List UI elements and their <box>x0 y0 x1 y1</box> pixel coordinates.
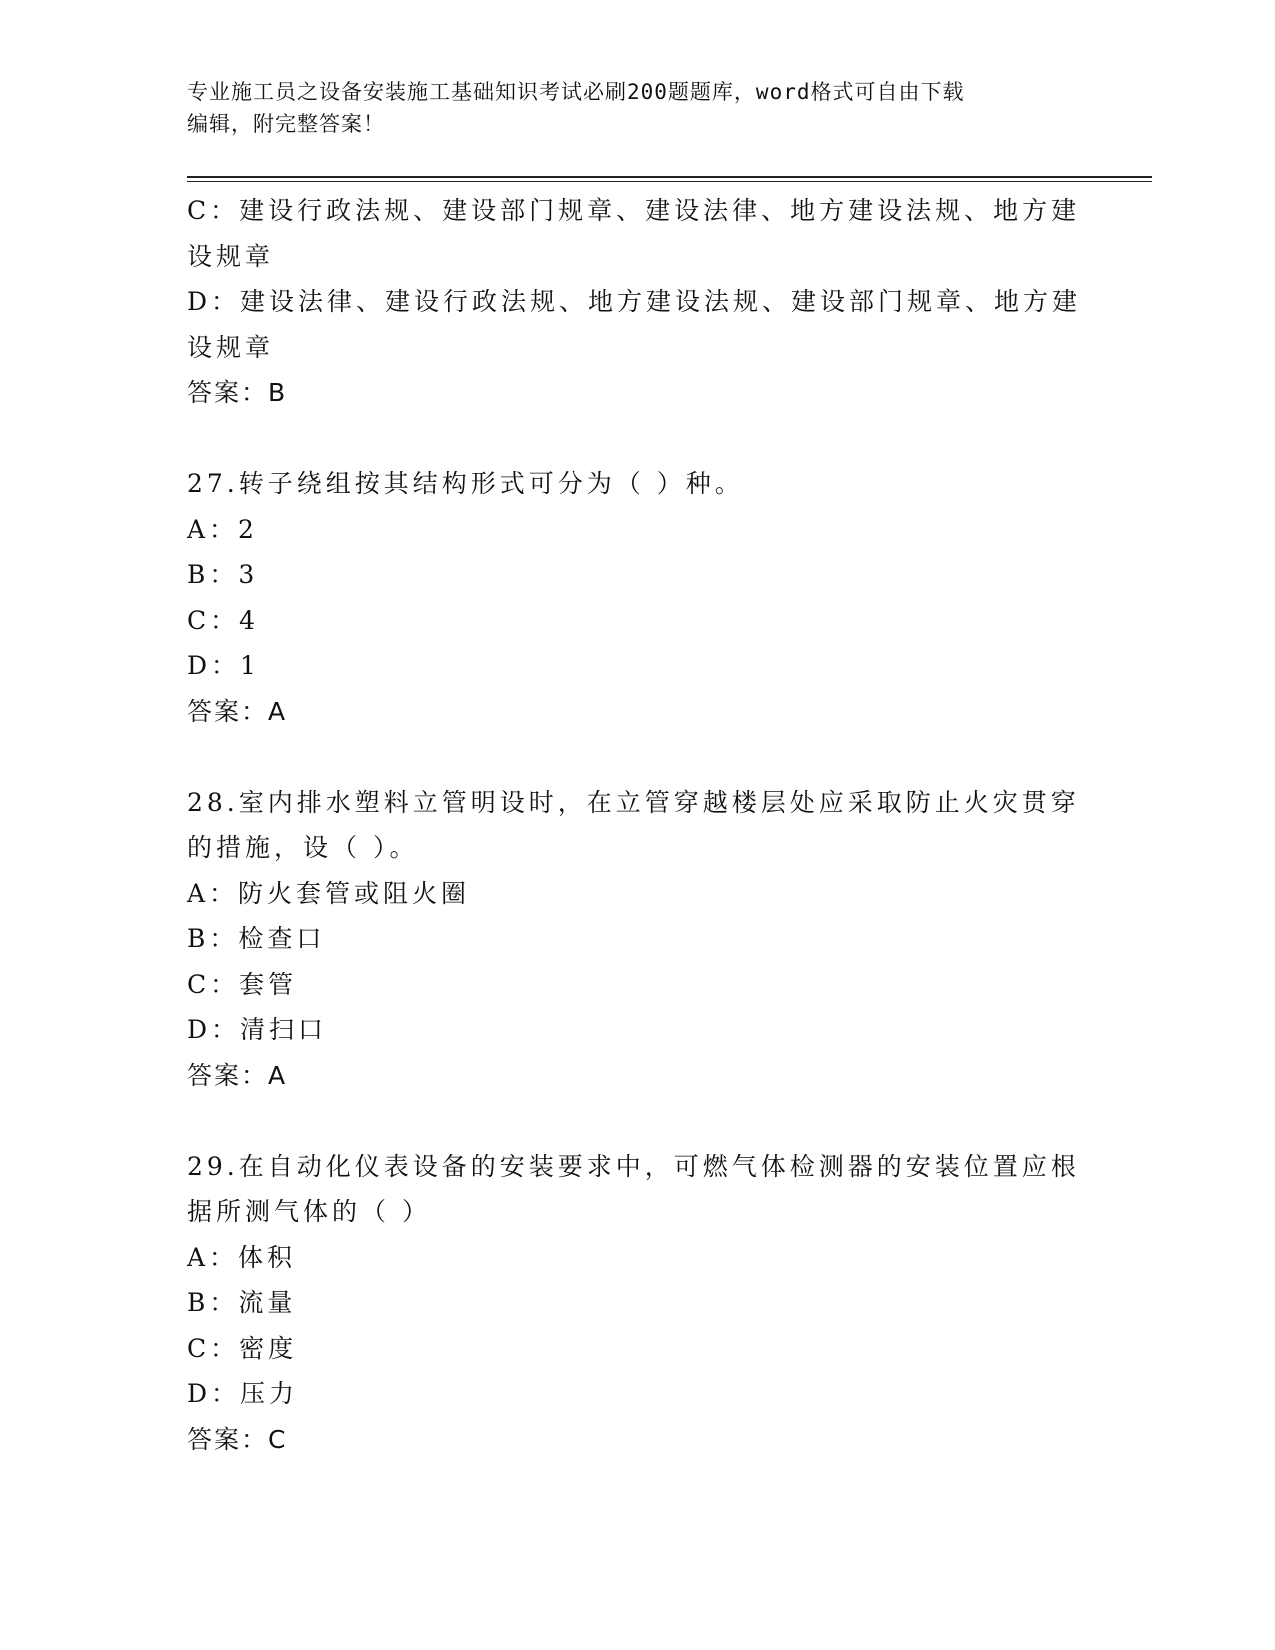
answer: 答案：A <box>187 1060 288 1090</box>
option-c: C：建设行政法规、建设部门规章、建设法律、地方建设法规、地方建 <box>187 196 1081 225</box>
answer: 答案：C <box>187 1424 288 1454</box>
header-title-line-2: 编辑，附完整答案！ <box>187 112 385 136</box>
option-d: D：压力 <box>187 1379 299 1408</box>
option-d: D：1 <box>187 651 260 680</box>
option-d: D：建设法律、建设行政法规、地方建设法规、建设部门规章、地方建 <box>187 287 1082 316</box>
question-stem: 27.转子绕组按其结构形式可分为（ ）种。 <box>187 469 744 498</box>
answer: 答案：B <box>187 378 288 407</box>
header-divider-thin <box>187 181 1152 182</box>
question-list <box>187 188 1082 1462</box>
option-c: C：套管 <box>187 969 298 999</box>
question-stem: 28.室内排水塑料立管明设时，在立管穿越楼层处应采取防止火灾贯穿 <box>187 787 1080 817</box>
option-b: B：检查口 <box>187 924 326 953</box>
document-header <box>187 76 1067 140</box>
spacer <box>187 1098 1067 1144</box>
spacer <box>187 734 1067 780</box>
option-d-continued: 设规章 <box>187 332 275 362</box>
spacer <box>187 416 1067 462</box>
header-divider-thick <box>187 176 1152 178</box>
answer: 答案：A <box>187 696 288 726</box>
option-a: A：2 <box>187 514 258 544</box>
header-title-line-1: 专业施工员之设备安装施工基础知识考试必刷200题题库，word格式可自由下载 <box>187 80 965 104</box>
option-a: A：防火套管或阻火圈 <box>187 878 471 908</box>
option-d: D：清扫口 <box>187 1015 328 1044</box>
option-c: C：4 <box>187 605 260 635</box>
question-28 <box>187 780 1080 1099</box>
option-c: C：密度 <box>187 1333 298 1363</box>
question-stem-continued: 的措施，设（ ）。 <box>187 833 419 862</box>
option-b: B：3 <box>187 560 259 589</box>
question-stem-continued: 据所测气体的（ ） <box>187 1197 431 1226</box>
option-c-continued: 设规章 <box>187 241 275 271</box>
question-29 <box>187 1144 1080 1463</box>
option-a: A：体积 <box>187 1242 297 1272</box>
question-27 <box>187 461 1067 734</box>
question-stem: 29.在自动化仪表设备的安装要求中，可燃气体检测器的安装位置应根 <box>187 1151 1080 1181</box>
option-b: B：流量 <box>187 1288 297 1317</box>
question-26-continuation <box>187 188 1082 416</box>
